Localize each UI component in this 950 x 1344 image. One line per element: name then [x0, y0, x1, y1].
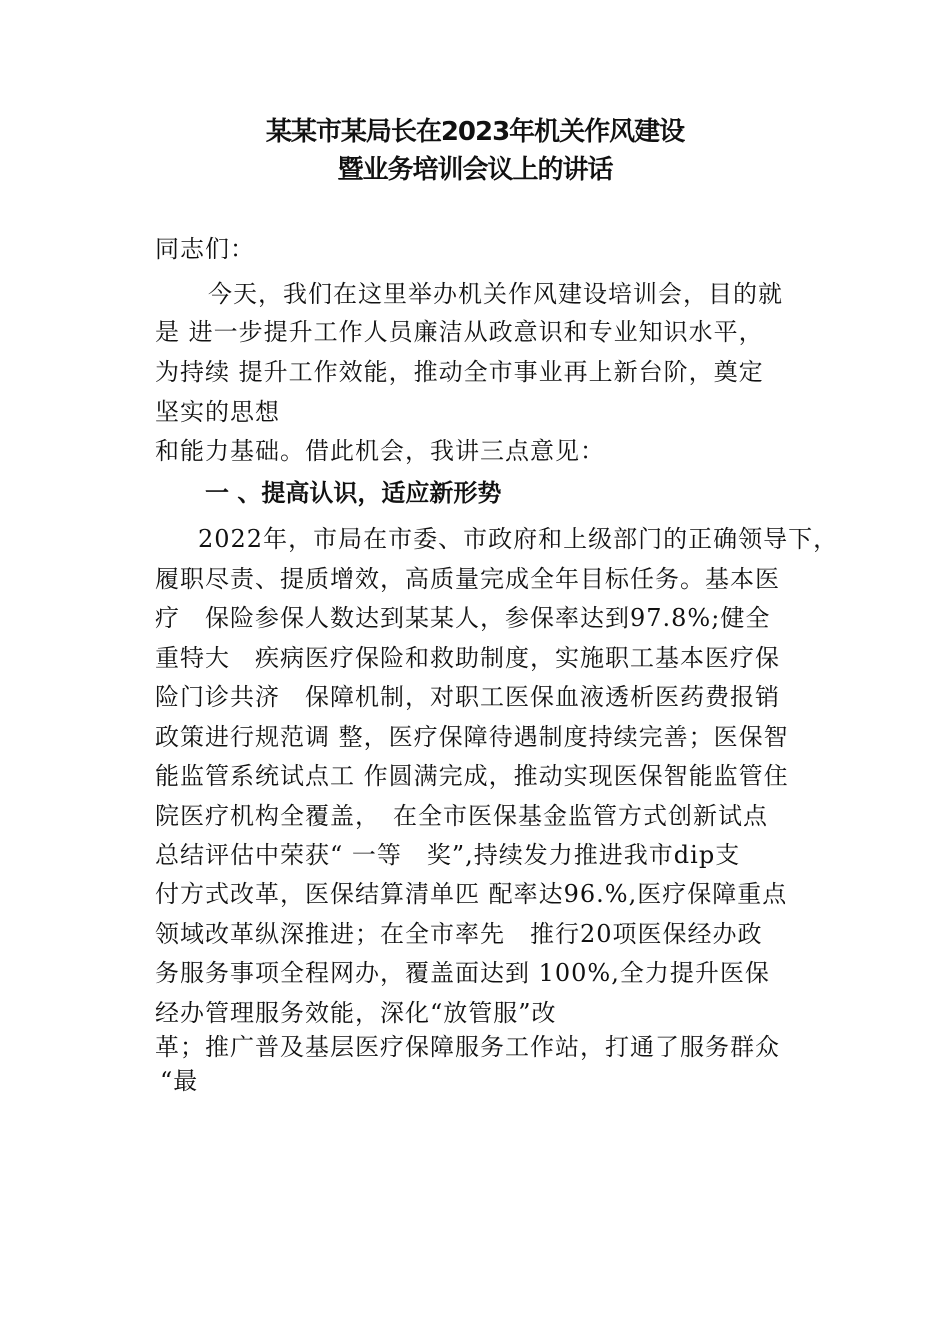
body-line: 总结评估中荣获“ 一等 奖”,持续发力推进我市dip支 [155, 841, 741, 869]
body-line: 2022年，市局在市委、市政府和上级部门的正确领导下， [173, 525, 839, 553]
body-line: “最 [160, 1067, 199, 1095]
body-line: 经办管理服务效能，深化“放管服”改 [155, 999, 557, 1027]
body-line: 革；推广普及基层医疗保障服务工作站，打通了服务群众 [155, 1033, 780, 1061]
body-line: 院医疗机构全覆盖， 在全市医保基金监管方式创新试点 [155, 802, 768, 830]
body-line: 履职尽责、提质增效，高质量完成全年目标任务。基本医 [155, 565, 780, 593]
body-line: 政策进行规范调 整，医疗保障待遇制度持续完善；医保智 [155, 723, 789, 751]
intro-line: 今天，我们在这里举办机关作风建设培训会，目的就 [183, 280, 783, 308]
body-line: 付方式改革，医保结算清单匹 配率达96.%,医疗保障重点 [155, 880, 788, 908]
body-line: 能监管系统试点工 作圆满完成，推动实现医保智能监管住 [155, 762, 789, 790]
body-line: 领域改革纵深推进；在全市率先 推行20项医保经办政 [155, 920, 763, 948]
intro-line: 和能力基础。借此机会，我讲三点意见： [155, 437, 605, 465]
salutation: 同志们： [155, 235, 255, 263]
body-line: 疗 保险参保人数达到某某人，参保率达到97.8%;健全 [155, 604, 771, 632]
intro-line: 坚实的思想 [155, 398, 280, 426]
intro-line: 是 进一步提升工作人员廉洁从政意识和专业知识水平， [155, 318, 764, 346]
section-heading-1: 一 、提高认识，适应新形势 [205, 479, 502, 507]
body-line: 重特大 疾病医疗保险和救助制度，实施职工基本医疗保 [155, 644, 780, 672]
intro-line: 为持续 提升工作效能，推动全市事业再上新台阶，奠定 [155, 358, 764, 386]
body-line: 险门诊共济 保障机制，对职工医保血液透析医药费报销 [155, 683, 780, 711]
body-line: 务服务事项全程网办，覆盖面达到 100%,全力提升医保 [155, 959, 770, 987]
document-title-line-1: 某某市某局长在2023年机关作风建设 [265, 117, 685, 147]
document-title-line-2: 暨业务培训会议上的讲话 [337, 155, 613, 185]
